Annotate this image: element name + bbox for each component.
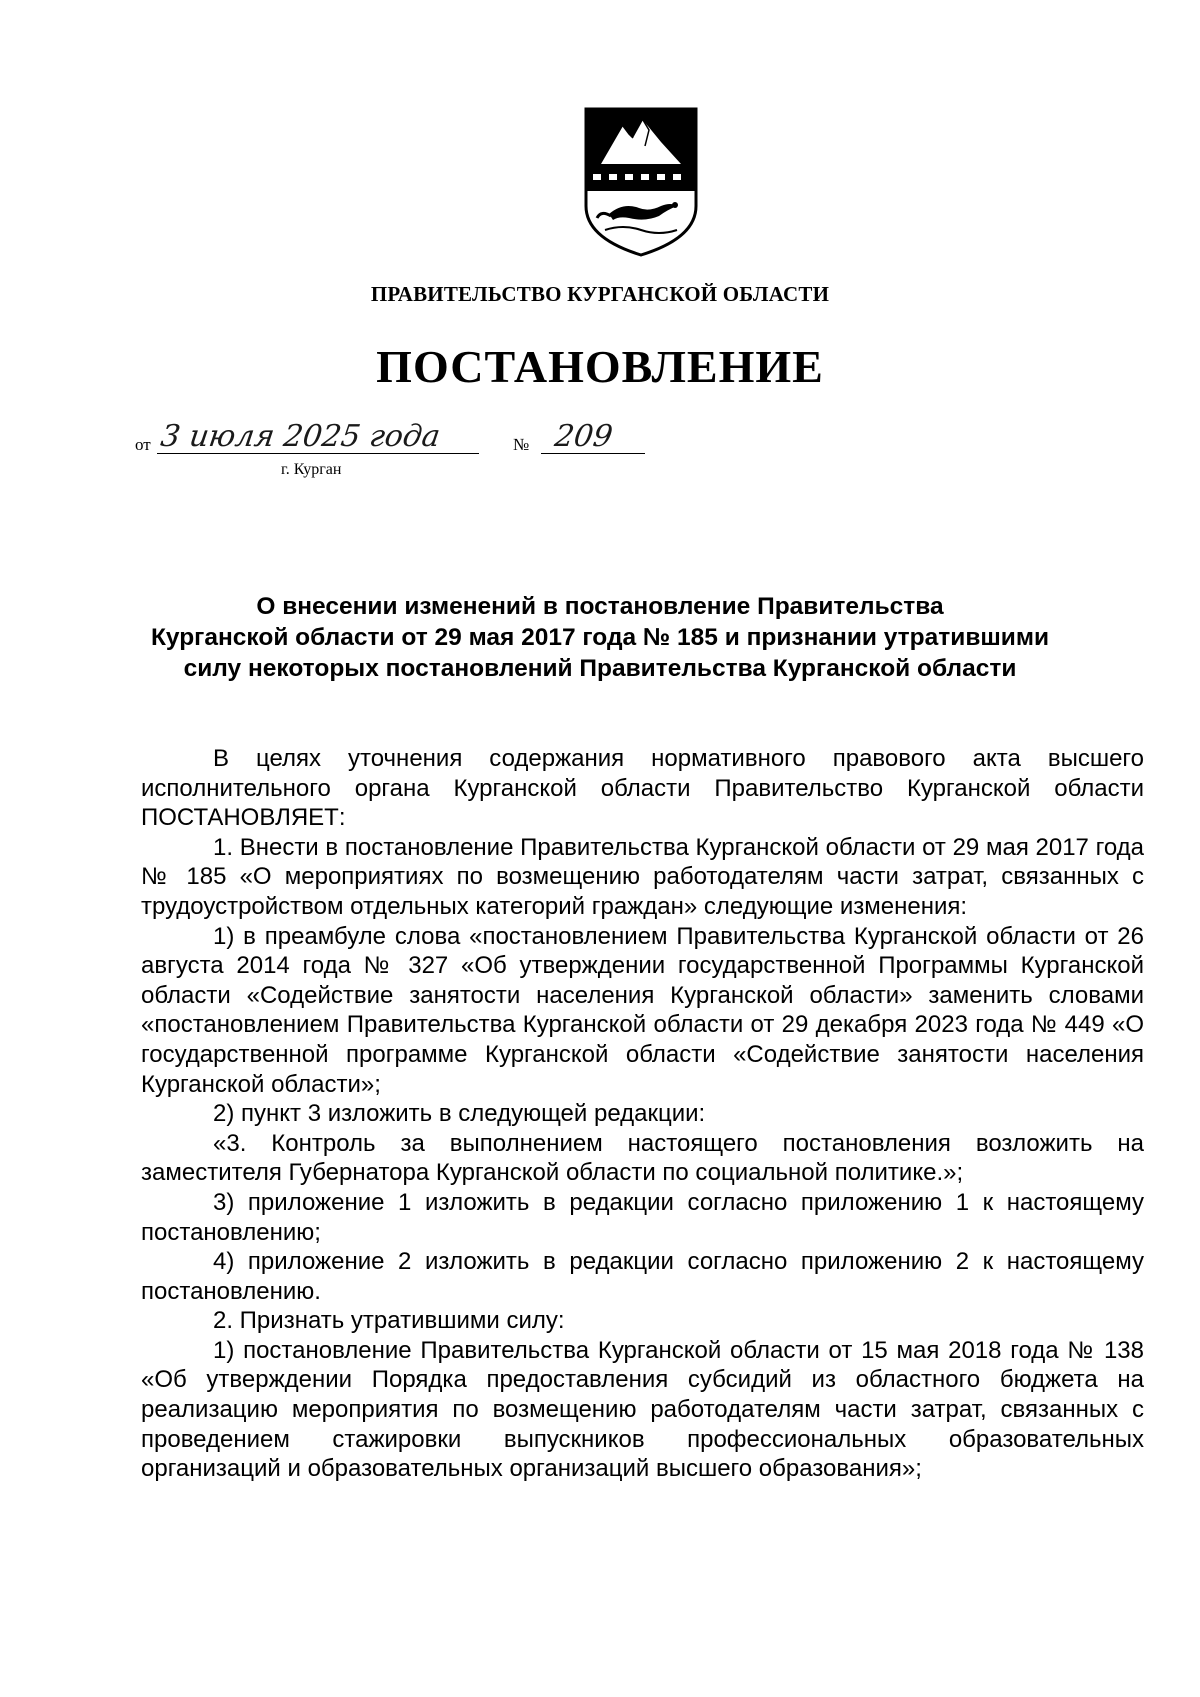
- body-paragraph: 4) приложение 2 изложить в редакции согласно приложению 2 к настоящему постановлению.: [141, 1248, 1144, 1305]
- body-paragraph: 3) приложение 1 изложить в редакции согласно приложению 1 к настоящему постановлению;: [141, 1188, 1144, 1246]
- body-paragraph: 1. Внести в постановление Правительства Курганской области от 29 мая 2017 года № 185 «О мероприятиях по возмещению работодателям части затрат, связанных с трудоустройством отдельных категорий граждан» следующие изменения:: [141, 833, 1144, 920]
- document-title: [130, 591, 1070, 684]
- document-body: [141, 744, 1144, 1484]
- number-label: №: [513, 435, 530, 454]
- date-from-label: от: [135, 435, 151, 454]
- body-paragraph: 1) в преамбуле слова «постановлением Правительства Курганской области от 26 августа 2014 года № 327 «Об утверждении государственной Программы Курганской области «Содействие занятости населения Курганской области» заменить словами «постановлением Правительства Курганской области от 29 декабря 2023 года № 449 «О государственной программе Курганской области «Содействие занятости населения Курганской области»;: [141, 922, 1144, 1098]
- body-paragraph: «3. Контроль за выполнением настоящего постановления возложить на заместителя Губернатора Курганской области по социальной политике.»;: [141, 1129, 1144, 1187]
- body-paragraph: 2) пункт 3 изложить в следующей редакции:: [213, 1100, 706, 1128]
- handwritten-date: 3 июля 2025 года: [158, 419, 443, 454]
- government-name: ПРАВИТЕЛЬСТВО КУРГАНСКОЙ ОБЛАСТИ: [370, 282, 830, 306]
- body-paragraph: 2. Признать утратившими силу:: [213, 1307, 565, 1335]
- title-line: О внесении изменений в постановление Правительства: [256, 593, 944, 620]
- body-paragraph: В целях уточнения содержания нормативного правового акта высшего исполнительного органа Курганской области Правительство Курганской области ПОСТАНОВЛЯЕТ:: [141, 745, 1144, 832]
- body-paragraph: 1) постановление Правительства Курганской области от 15 мая 2018 года № 138 «Об утверждении Порядка предоставления субсидий из областного бюджета на реализацию мероприятия по возмещению работодателям части затрат, связанных с проведением стажировки выпускников профессиональных образовательных организаций и образовательных организаций высшего образования»;: [141, 1336, 1144, 1483]
- title-line: силу некоторых постановлений Правительства Курганской области: [183, 655, 1017, 682]
- handwritten-number: 209: [552, 419, 615, 454]
- document-type-heading: ПОСТАНОВЛЕНИЕ: [376, 341, 824, 392]
- coat-of-arms-icon: [583, 106, 699, 258]
- title-line: Курганской области от 29 мая 2017 года № 185 и признании утратившими: [150, 624, 1050, 651]
- city-name: г. Курган: [281, 461, 342, 478]
- dateline: [135, 419, 657, 495]
